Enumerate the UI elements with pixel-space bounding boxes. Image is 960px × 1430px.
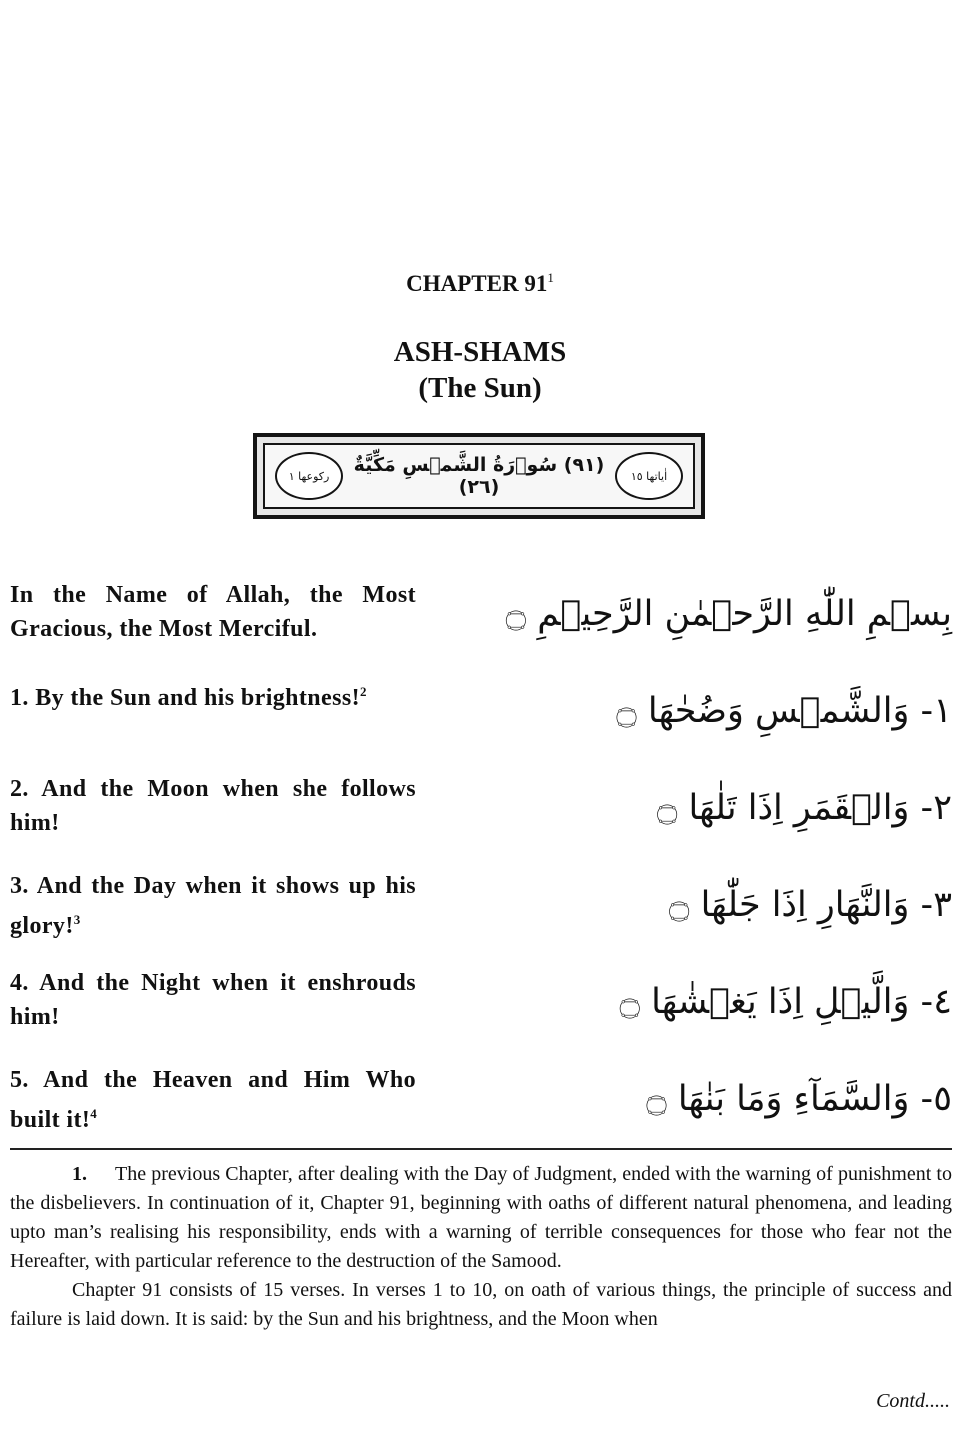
- verse-text: 5. And the Heaven and Him Who built it!: [10, 1067, 416, 1133]
- chapter-heading: [0, 270, 960, 297]
- verse-row: [10, 1063, 952, 1143]
- footnote-text: The previous Chapter, after dealing with the Day of Judgment, ended with the warning of punishment to the disbelievers. In continuation of it, Chapter 91, beginning with oaths of different natural phenomena, and leading upto man’s realising his responsibility, ends with a warning of terrible consequences for those who fear not the Hereafter, with particular reference to the destruction of the Samood.: [10, 1163, 952, 1272]
- verse-arabic: ٥- وَالسَّمَآءِ وَمَا بَنٰهَا ۝: [646, 1079, 952, 1119]
- footnote-number: 1.: [72, 1163, 87, 1185]
- verse-translation: [10, 772, 416, 840]
- surah-name: (٩١) سُوۡرَةُ الشَّمۡسِ مَكِّيَّةٌ (٢٦): [353, 454, 605, 498]
- verse-row: [10, 772, 952, 852]
- chapter-title: ASH-SHAMS: [393, 336, 567, 368]
- verse-row: [10, 578, 952, 658]
- footnote-divider: [10, 1148, 952, 1150]
- footnote-ref: 3: [73, 912, 81, 927]
- verse-text: 2. And the Moon when she follows him!: [10, 776, 416, 836]
- verse-translation: [10, 966, 416, 1034]
- verse-row: [10, 966, 952, 1046]
- ruku-medallion: ركوعها ١: [275, 452, 343, 500]
- verse-arabic: ٣- وَالنَّهَارِ اِذَا جَلّٰهَا ۝: [668, 885, 952, 925]
- verse-arabic: ٤- وَالَّيۡلِ اِذَا يَغۡشٰهَا ۝: [619, 982, 952, 1022]
- banner-frame: [263, 443, 695, 509]
- verse-row: [10, 869, 952, 949]
- chapter-title-block: [0, 334, 960, 406]
- verse-arabic: ٢- وَالۡقَمَرِ اِذَا تَلٰهَا ۝: [656, 788, 952, 828]
- verse-text: In the Name of Allah, the Most Gracious, the Most Merciful.: [10, 582, 416, 642]
- verse-translation: [10, 1063, 416, 1137]
- verse-text: 3. And the Day when it shows up his glory!: [10, 873, 416, 939]
- verse-translation: [10, 675, 416, 715]
- footnote-ref: 2: [359, 684, 367, 699]
- footnotes-section: [10, 1160, 952, 1334]
- surah-banner: [253, 433, 705, 519]
- verse-row: [10, 675, 952, 755]
- verse-translation: [10, 578, 416, 646]
- verse-translation: [10, 869, 416, 943]
- footnote-ref: 4: [90, 1106, 98, 1121]
- verse-arabic: ١- وَالشَّمۡسِ وَضُحٰهَا ۝: [616, 691, 952, 731]
- ayat-medallion: اٰياتها ١٥: [615, 452, 683, 500]
- chapter-subtitle: (The Sun): [418, 372, 542, 404]
- continued-label: Contd.....: [876, 1390, 950, 1412]
- verse-text: 4. And the Night when it enshrouds him!: [10, 970, 416, 1030]
- footnote-paragraph: [10, 1160, 952, 1276]
- footnote-text: Chapter 91 consists of 15 verses. In verses 1 to 10, on oath of various things, the principle of success and failure is laid down. It is said: by the Sun and his brightness, and the Moon when: [10, 1279, 952, 1330]
- verse-arabic: بِسۡمِ اللّٰهِ الرَّحۡمٰنِ الرَّحِيۡمِ ۝: [505, 594, 952, 634]
- footnote-ref: 1: [547, 270, 554, 285]
- verse-text: 1. By the Sun and his brightness!: [10, 685, 360, 711]
- footnote-paragraph: [10, 1276, 952, 1334]
- chapter-number: CHAPTER 91: [406, 271, 548, 296]
